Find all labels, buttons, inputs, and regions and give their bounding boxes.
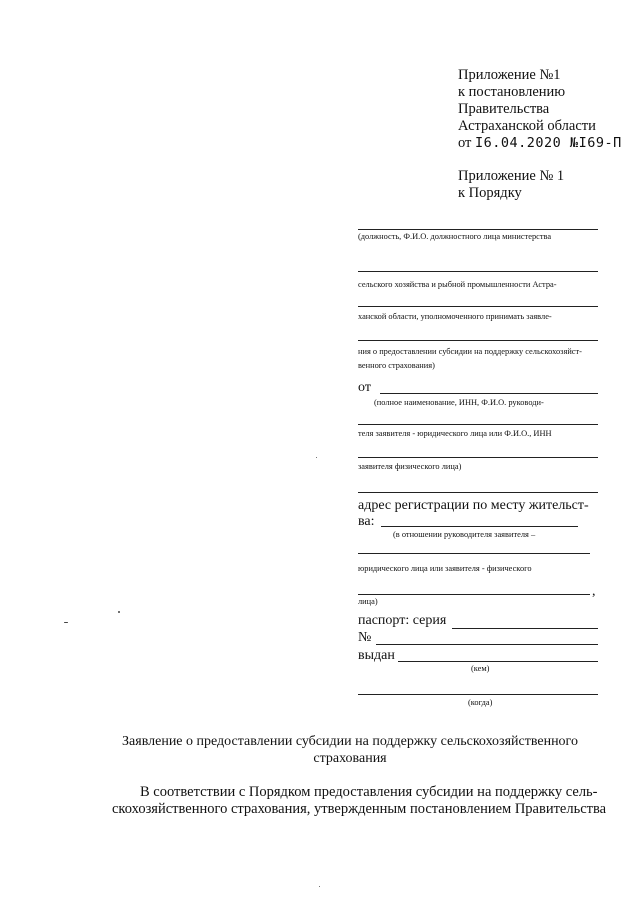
recipient-rule-1 xyxy=(358,229,598,230)
recipient-hint-3: ханской области, уполномоченного принимать заявле- xyxy=(358,312,552,321)
scan-speck xyxy=(118,611,120,613)
passport-issued-label: выдан xyxy=(358,648,395,663)
address-hint-3: лица) xyxy=(358,597,378,606)
to-resolution: к постановлению xyxy=(458,84,566,100)
passport-when-hint: (когда) xyxy=(468,698,493,707)
recipient-hint-1: (должность, Ф.И.О. должностного лица министерства xyxy=(358,232,552,241)
address-hint-1: (в отношении руководителя заявителя – xyxy=(393,530,536,539)
address-label-1: адрес регистрации по месту жительст- xyxy=(358,498,589,513)
document-title-line-2: страхования xyxy=(313,751,387,766)
resolution-date-number: I6.04.2020 №I69-П xyxy=(475,135,622,151)
passport-series-field[interactable] xyxy=(452,628,598,629)
passport-number-field[interactable] xyxy=(376,644,598,645)
address-field-rule[interactable] xyxy=(381,526,578,527)
applicant-rule-3[interactable] xyxy=(358,457,598,458)
passport-by-whom-hint: (кем) xyxy=(471,664,490,673)
body-line-2: скохозяйственного страхования, утвержденным постановлением Правительства xyxy=(112,801,607,817)
attachment-number: Приложение №1 xyxy=(458,67,561,83)
recipient-rule-3 xyxy=(358,306,598,307)
applicant-hint-1: (полное наименование, ИНН, Ф.И.О. руководи- xyxy=(374,398,544,407)
body-line-1: В соответствии с Порядком предоставления субсидии на поддержку сель- xyxy=(140,784,598,800)
government: Правительства xyxy=(458,101,550,117)
recipient-rule-2 xyxy=(358,271,598,272)
recipient-hint-4: ния о предоставлении субсидии на поддержку сельскохозяйст- xyxy=(358,347,582,356)
to-order: к Порядку xyxy=(458,185,522,201)
from-label: от xyxy=(358,380,371,395)
attachment-to-order: Приложение № 1 xyxy=(458,168,565,184)
address-rule-3[interactable] xyxy=(358,594,590,595)
applicant-rule-2[interactable] xyxy=(358,424,598,425)
recipient-hint-2: сельского хозяйства и рыбной промышленности Астра- xyxy=(358,280,557,289)
address-label-2: ва: xyxy=(358,514,375,529)
applicant-hint-3: заявителя физического лица) xyxy=(358,462,462,471)
resolution-date-line xyxy=(458,134,622,152)
applicant-field-rule[interactable] xyxy=(380,393,598,394)
passport-number-label: № xyxy=(358,630,372,645)
applicant-rule-4[interactable] xyxy=(358,492,598,493)
address-rule-2[interactable] xyxy=(358,553,590,554)
recipient-hint-5: венного страхования) xyxy=(358,361,435,370)
from-prefix: от xyxy=(458,135,472,151)
recipient-rule-4 xyxy=(358,340,598,341)
passport-series-label: паспорт: серия xyxy=(358,613,447,628)
region: Астраханской области xyxy=(458,118,596,134)
passport-issued-field[interactable] xyxy=(398,661,598,662)
scan-speck xyxy=(64,622,68,623)
passport-when-field[interactable] xyxy=(358,694,598,695)
document-title-line-1: Заявление о предоставлении субсидии на поддержку сельскохозяйственного xyxy=(122,734,578,749)
address-comma: , xyxy=(592,584,596,599)
scan-speck xyxy=(319,886,320,887)
applicant-hint-2: теля заявителя - юридического лица или Ф.И.О., ИНН xyxy=(358,429,552,438)
scan-speck xyxy=(316,457,317,458)
address-hint-2: юридического лица или заявителя - физического xyxy=(358,564,532,573)
passport-series-line xyxy=(358,613,446,629)
